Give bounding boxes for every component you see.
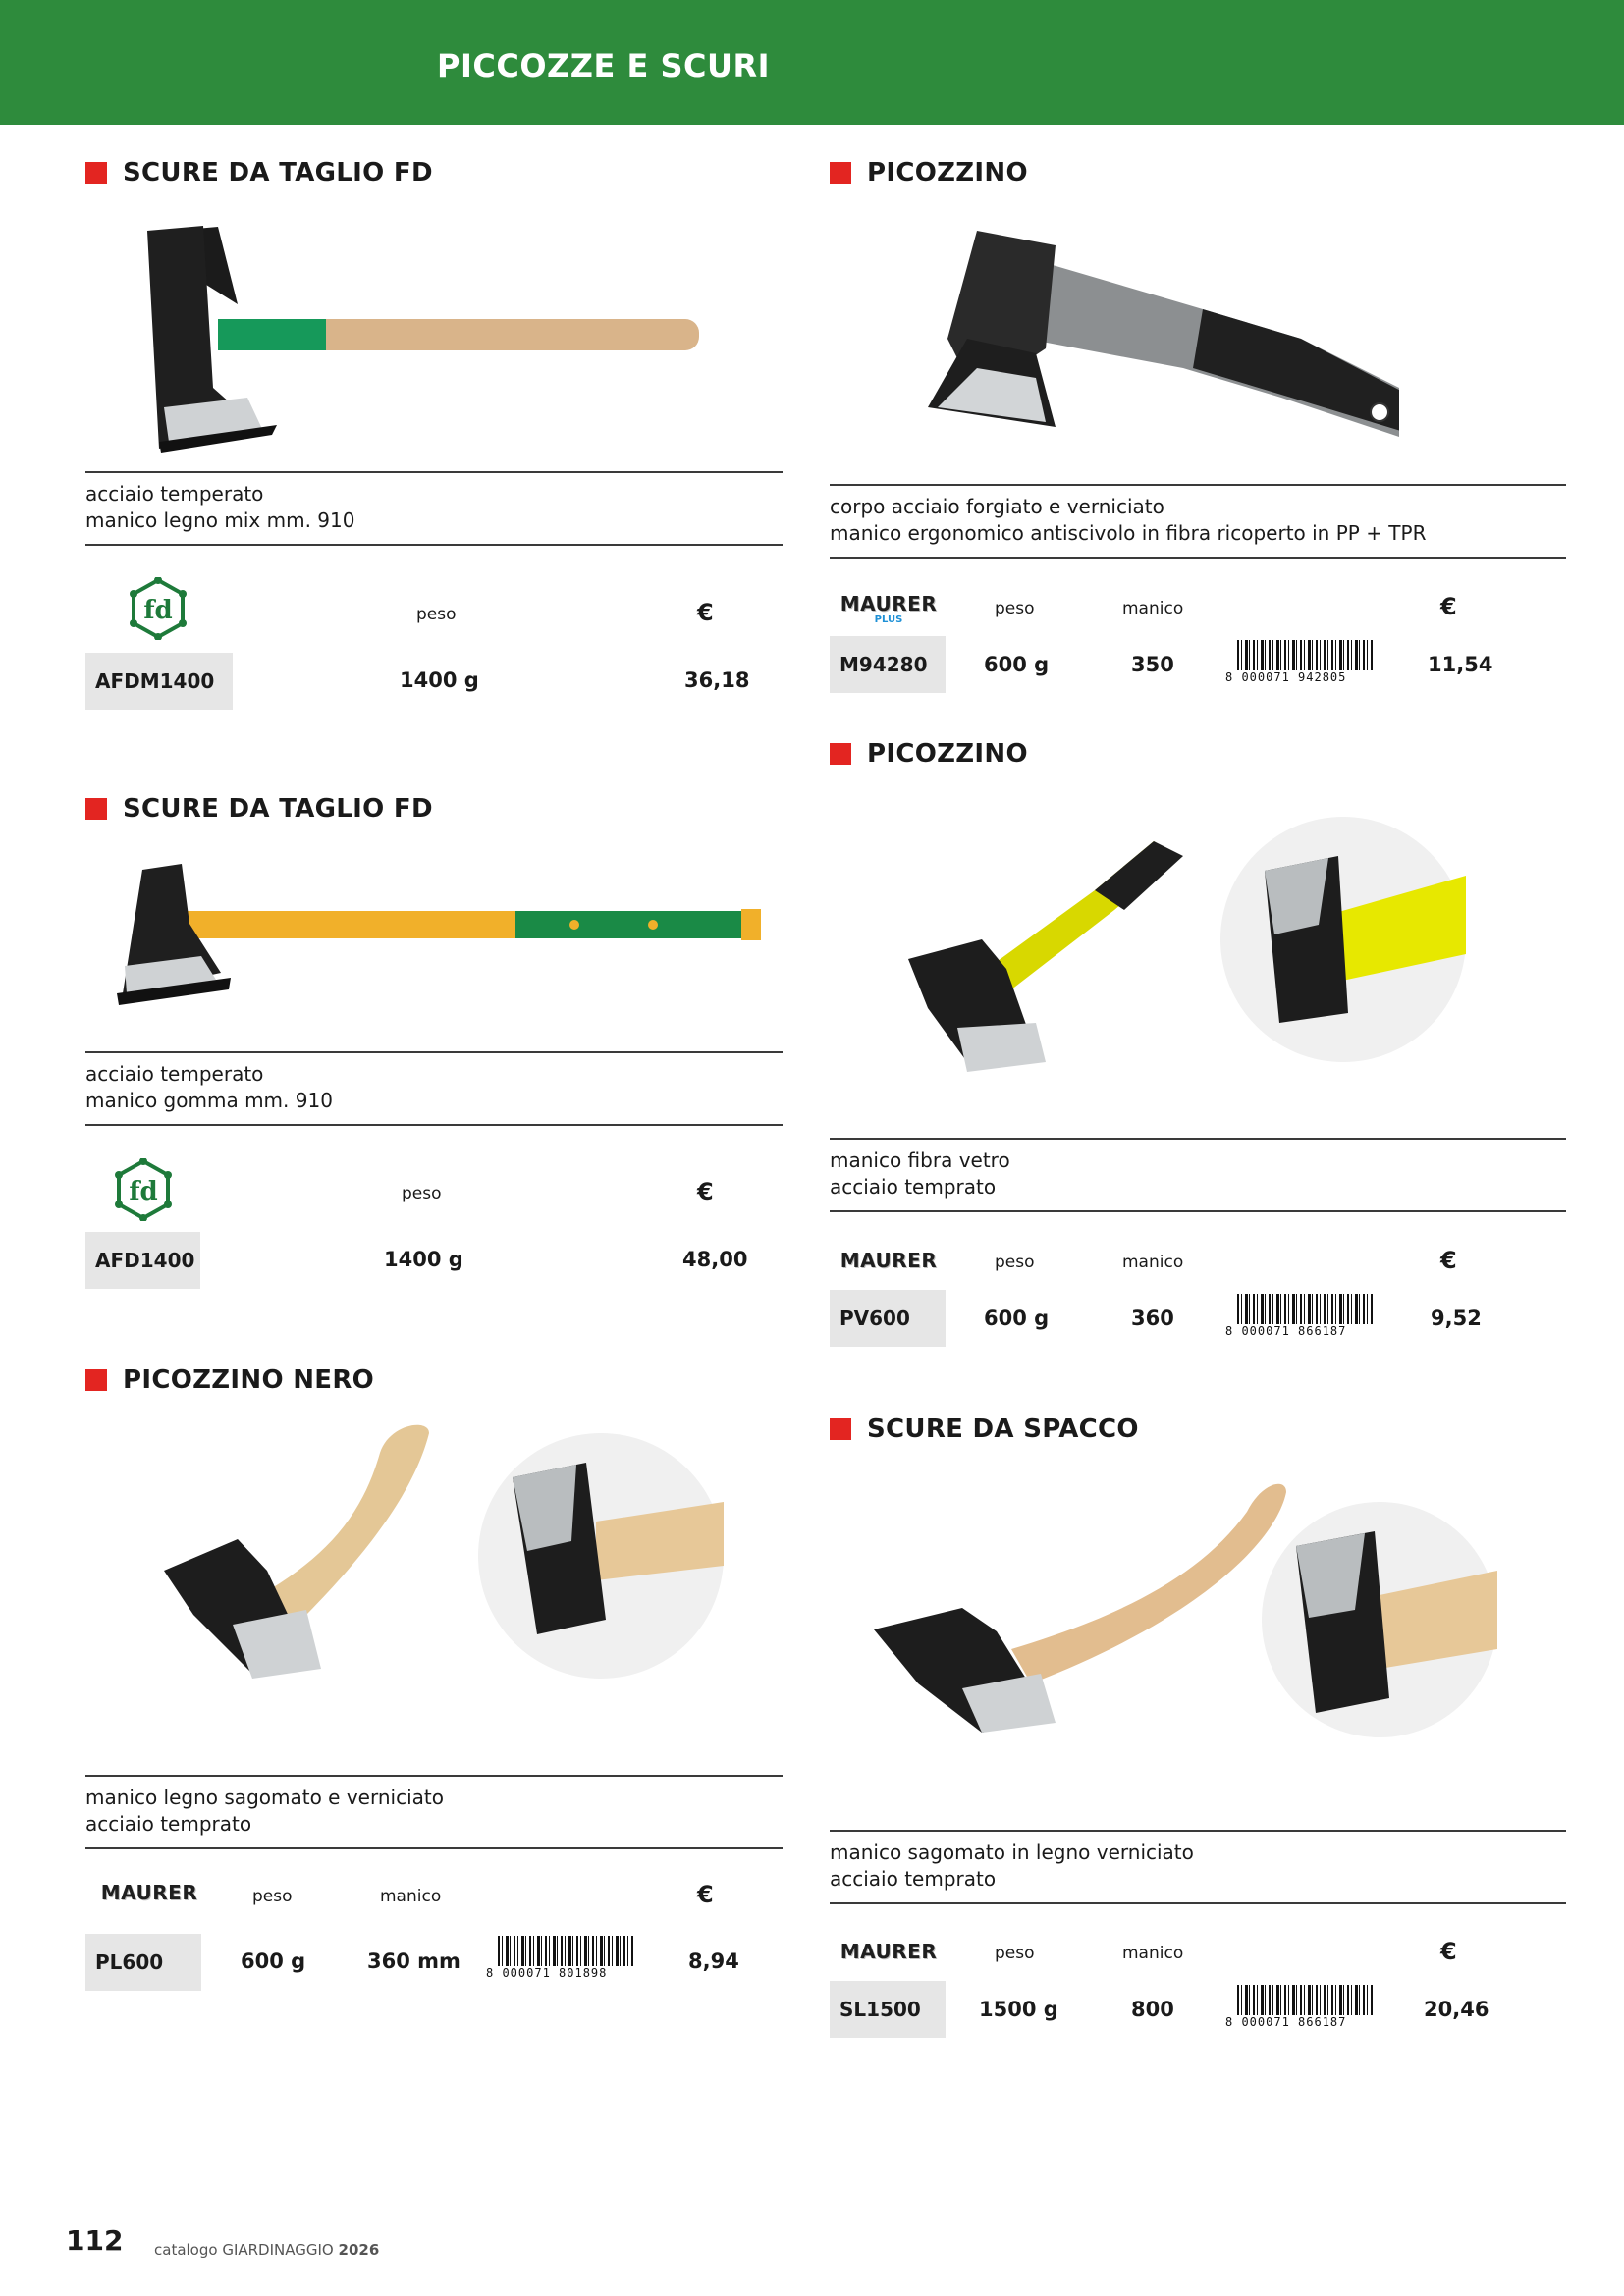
product-code-cell xyxy=(85,1232,200,1289)
column-header-price: € xyxy=(1440,1938,1457,1965)
product-card xyxy=(830,157,1566,687)
desc-line: manico gomma mm. 910 xyxy=(85,1089,333,1112)
axe-image xyxy=(874,1463,1316,1796)
product-title xyxy=(830,1414,1139,1445)
column-header-manico: manico xyxy=(1122,1944,1184,1963)
catalog-year: 2026 xyxy=(338,2241,380,2259)
product-code: SL1500 xyxy=(839,1998,921,2021)
product-code-cell xyxy=(830,636,946,693)
product-code: PL600 xyxy=(95,1950,164,1974)
column-header-price: € xyxy=(697,599,714,626)
barcode xyxy=(1225,1294,1373,1337)
product-weight: 600 g xyxy=(241,1949,306,1973)
product-card xyxy=(830,738,1566,1347)
product-card xyxy=(85,793,783,1294)
column-header-manico: manico xyxy=(1122,1253,1184,1272)
axe-detail-image xyxy=(1262,1502,1497,1737)
plus-logo-text: PLUS xyxy=(874,614,903,625)
red-square-bullet-icon xyxy=(830,162,851,184)
product-description xyxy=(85,1051,783,1126)
red-square-bullet-icon xyxy=(85,1369,107,1391)
product-weight: 600 g xyxy=(984,1307,1050,1330)
product-code-cell xyxy=(830,1290,946,1347)
product-code-cell xyxy=(85,1934,201,1991)
maurer-logo-text: MAURER xyxy=(839,592,938,615)
axe-image xyxy=(908,221,1399,456)
column-header-peso: peso xyxy=(995,1944,1035,1963)
product-title xyxy=(85,793,433,825)
axe-detail-image xyxy=(1220,817,1466,1062)
maurer-logo xyxy=(835,1934,943,1969)
desc-line: acciaio temperato xyxy=(85,482,264,506)
red-square-bullet-icon xyxy=(830,1418,851,1440)
barcode xyxy=(1225,1985,1373,2028)
product-title xyxy=(830,157,1028,188)
red-square-bullet-icon xyxy=(830,743,851,765)
product-weight: 1400 g xyxy=(384,1248,463,1271)
product-weight: 600 g xyxy=(984,653,1050,676)
axe-image xyxy=(103,850,781,1017)
axe-image xyxy=(898,802,1193,1116)
desc-line: corpo acciaio forgiato e verniciato xyxy=(830,495,1164,518)
barcode-number: 8 000071 942805 xyxy=(1225,670,1373,684)
product-code-cell xyxy=(85,653,233,710)
barcode-number: 8 000071 866187 xyxy=(1225,2015,1373,2029)
product-title-text: PICOZZINO xyxy=(867,739,1028,769)
product-code: PV600 xyxy=(839,1307,910,1330)
product-price: 11,54 xyxy=(1428,653,1493,676)
red-square-bullet-icon xyxy=(85,162,107,184)
product-title-text: SCURE DA SPACCO xyxy=(867,1415,1139,1444)
column-header-peso: peso xyxy=(995,1253,1035,1272)
product-price: 9,52 xyxy=(1431,1307,1482,1330)
barcode xyxy=(1225,640,1373,683)
product-card xyxy=(85,1364,783,1983)
svg-text:fd: fd xyxy=(129,1177,158,1206)
page-number: 112 xyxy=(66,2224,124,2257)
desc-line: acciaio temperato xyxy=(85,1062,264,1086)
column-header-peso: peso xyxy=(402,1184,442,1203)
axe-detail-image xyxy=(478,1433,724,1679)
product-price: 8,94 xyxy=(688,1949,739,1973)
product-price: 20,46 xyxy=(1424,1998,1489,2021)
barcode-bars-icon xyxy=(1237,1985,1373,2016)
product-code: M94280 xyxy=(839,653,928,676)
product-code-cell xyxy=(830,1981,946,2038)
barcode-bars-icon xyxy=(498,1936,633,1967)
barcode-bars-icon xyxy=(1237,640,1373,671)
product-description xyxy=(85,1775,783,1849)
maurer-logo-text: MAURER xyxy=(839,1249,938,1272)
product-handle-length: 360 mm xyxy=(367,1949,460,1973)
desc-line: manico legno sagomato e verniciato xyxy=(85,1786,444,1809)
column-header-manico: manico xyxy=(1122,599,1184,618)
product-price: 48,00 xyxy=(682,1248,748,1271)
product-title xyxy=(85,1364,374,1396)
catalog-footer xyxy=(154,2241,379,2259)
product-title-text: SCURE DA TAGLIO FD xyxy=(123,158,433,187)
desc-line: acciaio temprato xyxy=(85,1812,252,1836)
barcode-number: 8 000071 866187 xyxy=(1225,1324,1373,1338)
maurer-logo xyxy=(835,1243,943,1278)
product-weight: 1500 g xyxy=(979,1998,1058,2021)
desc-line: manico sagomato in legno verniciato xyxy=(830,1841,1194,1864)
axe-image xyxy=(139,221,827,456)
product-description xyxy=(830,1830,1566,1904)
fd-logo-icon xyxy=(112,1158,175,1221)
product-card xyxy=(85,157,783,717)
barcode-number: 8 000071 801898 xyxy=(486,1966,633,1980)
maurer-logo-text: MAURER xyxy=(100,1881,198,1904)
product-title-text: PICOZZINO xyxy=(867,158,1028,187)
maurer-logo xyxy=(95,1875,203,1910)
product-card xyxy=(830,1414,1566,2042)
maurer-logo-text: MAURER xyxy=(839,1940,938,1963)
product-handle-length: 360 xyxy=(1131,1307,1174,1330)
product-weight: 1400 g xyxy=(400,668,479,692)
desc-line: manico fibra vetro xyxy=(830,1148,1010,1172)
svg-text:fd: fd xyxy=(143,596,173,625)
product-description xyxy=(85,471,783,546)
product-handle-length: 800 xyxy=(1131,1998,1174,2021)
red-square-bullet-icon xyxy=(85,798,107,820)
product-price: 36,18 xyxy=(684,668,750,692)
barcode-bars-icon xyxy=(1237,1294,1373,1325)
desc-line: manico legno mix mm. 910 xyxy=(85,508,355,532)
desc-line: acciaio temprato xyxy=(830,1175,997,1199)
product-title-text: SCURE DA TAGLIO FD xyxy=(123,794,433,824)
column-header-peso: peso xyxy=(252,1887,293,1906)
column-header-manico: manico xyxy=(380,1887,442,1906)
desc-line: acciaio temprato xyxy=(830,1867,997,1891)
column-header-price: € xyxy=(697,1178,714,1205)
barcode xyxy=(486,1936,633,1979)
product-handle-length: 350 xyxy=(1131,653,1174,676)
column-header-peso: peso xyxy=(995,599,1035,618)
desc-line: manico ergonomico antiscivolo in fibra ricoperto in PP + TPR xyxy=(830,521,1427,545)
column-header-price: € xyxy=(1440,1247,1457,1274)
product-title xyxy=(85,157,433,188)
column-header-price: € xyxy=(697,1881,714,1908)
product-code: AFDM1400 xyxy=(95,669,215,693)
fd-logo-icon xyxy=(127,577,189,640)
product-description xyxy=(830,484,1566,559)
product-code: AFD1400 xyxy=(95,1249,195,1272)
column-header-peso: peso xyxy=(416,605,457,624)
product-title xyxy=(830,738,1028,770)
page-title: PICCOZZE E SCURI xyxy=(437,47,770,84)
maurer-plus-logo xyxy=(835,589,943,628)
column-header-price: € xyxy=(1440,593,1457,620)
product-description xyxy=(830,1138,1566,1212)
catalog-name: catalogo GIARDINAGGIO xyxy=(154,2241,334,2259)
product-title-text: PICOZZINO NERO xyxy=(123,1365,375,1395)
header-bar xyxy=(0,0,1624,125)
